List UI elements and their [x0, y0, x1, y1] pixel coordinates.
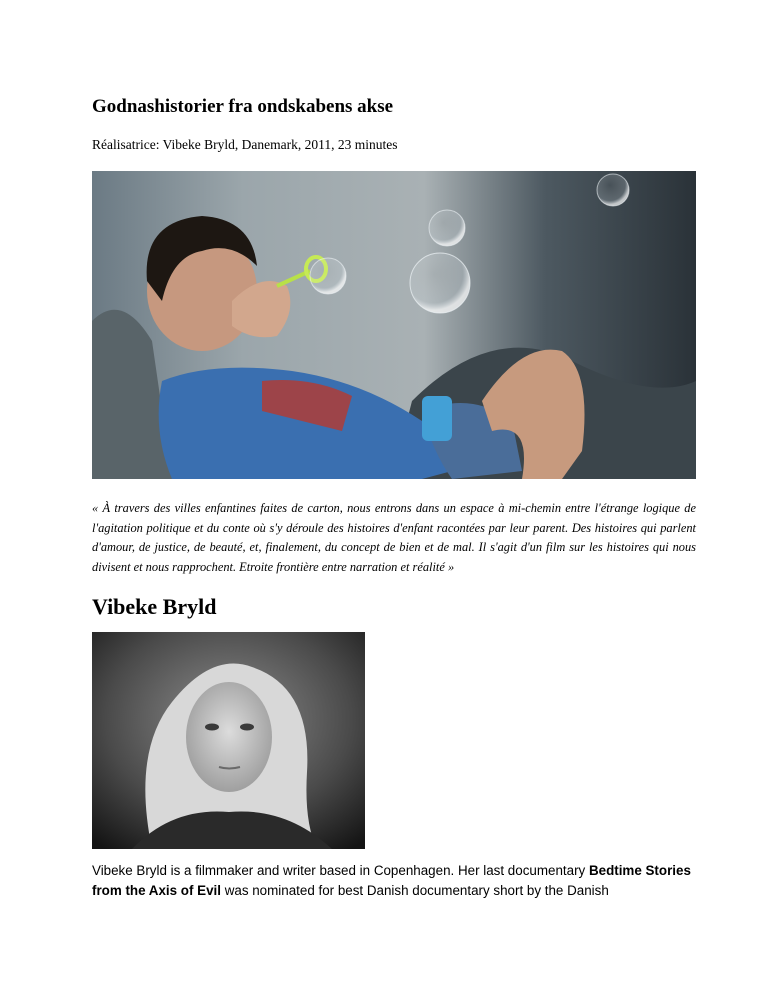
bio-film-title: Bedtime Stories from the Axis of Evil: [92, 863, 691, 898]
film-still-image: [92, 171, 696, 479]
director-name-heading: Vibeke Bryld: [92, 594, 217, 619]
film-synopsis: « À travers des villes enfantines faites de carton, nous entrons dans un espace à mi-chemin entre l'étrange logique de l'agitation politique et du conte où s'y déroule des histoires d'enfant racontées par leur parent. Des histoires qui parlent d'amour, de justice, de beauté, et, finalement, du concept de bien et de mal. Il s'agit d'un film sur les histoires qui nous divisent et nous rapprochent. Etroite frontière entre narration et réalité »: [92, 501, 696, 574]
film-credits: Réalisatrice: Vibeke Bryld, Danemark, 2011, 23 minutes: [92, 137, 398, 152]
director-bio: [92, 861, 696, 901]
bio-rest-text: was nominated for best Danish documentary short by the Danish: [220, 883, 609, 898]
bio-intro-text: Vibeke Bryld is a filmmaker and writer based in Copenhagen. Her last documentary: [92, 863, 589, 878]
film-title: Godnashistorier fra ondskabens akse: [92, 96, 394, 117]
director-portrait-image: [92, 632, 365, 849]
